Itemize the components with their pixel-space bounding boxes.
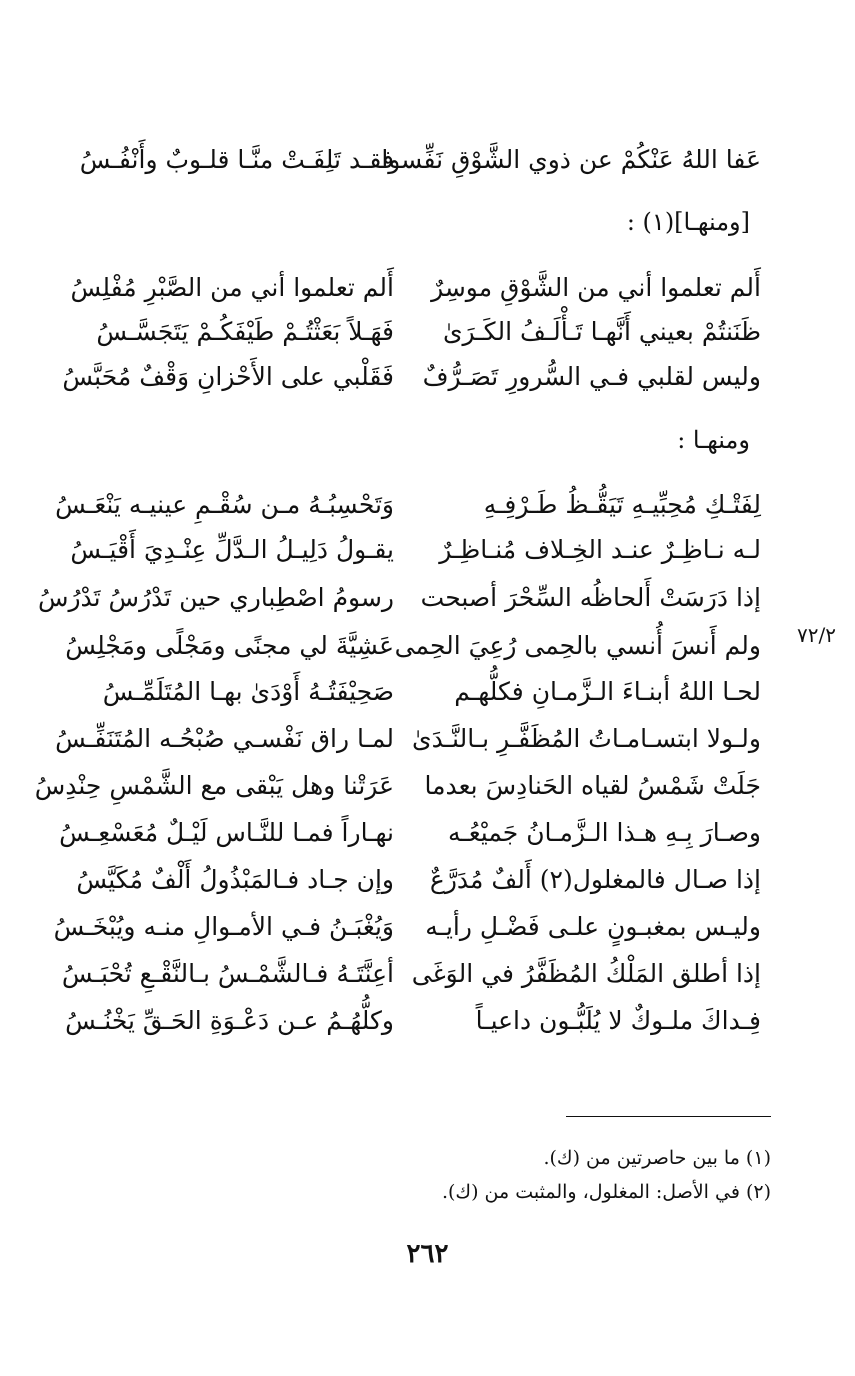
verse-second-half: رسومُ اصْطِباري حين تَدْرُسُ تَدْرُسُ — [37, 583, 394, 612]
verse-first-half: عَفا اللهُ عَنْكُمْ عن ذوي الشَّوْقِ نَفِّسوا — [381, 145, 761, 174]
verse-first-half: لـه نـاظِـرٌ عنـد الخِـلاف مُنـاظِـرٌ — [439, 535, 761, 564]
verse-second-half: فَقَلْبي على الأَحْزانِ وَقْفٌ مُحَبَّسُ — [62, 362, 394, 391]
verse-first-half: إذا صـال فالمغلول(٢) أَلفٌ مُدَرَّعٌ — [429, 865, 761, 894]
footnote-divider — [566, 1116, 771, 1117]
verse-second-half: وكلُّهُـمُ عـن دَعْـوَةِ الحَـقِّ يَخْنُـسُ — [65, 1006, 394, 1035]
verse-first-half: ولـولا ابتسـامـاتُ المُظَفَّـرِ بـالنَّـدَىٰ — [412, 724, 761, 753]
section-label: ومنهـا : — [677, 426, 750, 454]
verse-first-half: إذا دَرَسَتْ أَلحاظُه السِّحْرَ أصبحت — [420, 583, 761, 612]
verse-second-half: وإن جـاد فـالمَبْذُولُ أَلْفٌ مُكَيَّسُ — [76, 865, 394, 894]
verse-second-half: عَرَتْنا وهل يَبْقى مع الشَّمْسِ حِنْدِسُ — [34, 771, 394, 800]
margin-reference: ٧٢/٢ — [797, 623, 836, 647]
verse-second-half: وَتَحْسِبُـهُ مـن سُقْـمِ عينيـه يَنْعَـسُ — [55, 490, 394, 519]
verse-second-half: وَيُغْبَـنُ فـي الأمـوالِ منـه ويُبْخَـسُ — [53, 912, 394, 941]
verse-first-half: جَلَتْ شَمْسُ لقياه الحَنادِسَ بعدما — [424, 771, 761, 800]
verse-second-half: يقـولُ دَلِيـلُ الـدَّلِّ عِنْـدِيَ أَقْيَـسُ — [70, 535, 394, 564]
verse-second-half: عَشِيَّةَ لي مجنًى ومَجْلًى ومَجْلِسُ — [65, 631, 394, 660]
page-number: ٢٦٢ — [406, 1239, 449, 1269]
verse-second-half: صَحِيْفَتُـهُ أَوْدَىٰ بهـا المُتَلَمِّـسُ — [102, 677, 394, 706]
verse-second-half: أعِنَّتَـهُ فـالشَّمْـسُ بـالنَّقْـعِ تُحْبَـسُ — [61, 959, 394, 988]
verse-first-half: لِفَتْـكِ مُحِبِّيـهِ تَيَقُّـظُ طَـرْفِـهِ — [483, 490, 761, 519]
verse-first-half: إذا أطلق المَلْكُ المُظَفَّرُ في الوَغَى — [411, 959, 761, 988]
verse-first-half: أَلم تعلموا أني من الشَّوْقِ موسِرٌ — [431, 273, 761, 302]
footnote: (٢) في الأصل: المغلول، والمثبت من (ك). — [441, 1181, 771, 1203]
verse-second-half: لمـا راق نَفْسـي صُبْحُـه المُتَنَفِّـسُ — [55, 724, 394, 753]
verse-first-half: لحـا اللهُ أبنـاءَ الـزَّمـانِ فكلُّهـم — [454, 677, 761, 706]
verse-first-half: وليـس بمغبـونٍ علـى فَضْـلِ رأيـه — [425, 912, 761, 941]
section-label: [ومنهـا](١) : — [626, 208, 750, 236]
verse-first-half: ولم أَنسَ أُنسي بالحِمى رُعِيَ الحِمى — [394, 631, 761, 660]
verse-second-half: فقـد تَلِفَـتْ منَّـا قلـوبٌ وأَنْفُـسُ — [79, 145, 394, 174]
footnote: (١) ما بين حاصرتين من (ك). — [543, 1147, 771, 1169]
verse-first-half: وليس لقلبي فـي السُّرورِ تَصَـرُّفٌ — [422, 362, 761, 391]
verse-first-half: ظَنَنتُمْ بعيني أَنَّهـا تَـأْلَـفُ الكَـرَىٰ — [442, 317, 761, 346]
verse-second-half: أَلم تعلموا أني من الصَّبْرِ مُفْلِسُ — [70, 273, 394, 302]
verse-first-half: فِـداكَ ملـوكٌ لا يُلَبُّـون داعيـاً — [475, 1006, 761, 1035]
verse-first-half: وصـارَ بِـهِ هـذا الـزَّمـانُ جَميْعُـه — [448, 818, 761, 847]
verse-second-half: فَهَـلاً بَعَثْتُـمْ طَيْفَكُـمْ يَتَجَسَّـسُ — [96, 317, 394, 346]
verse-second-half: نهـاراً فمـا للنَّـاس لَيْـلٌ مُعَسْعِـسُ — [59, 818, 394, 847]
